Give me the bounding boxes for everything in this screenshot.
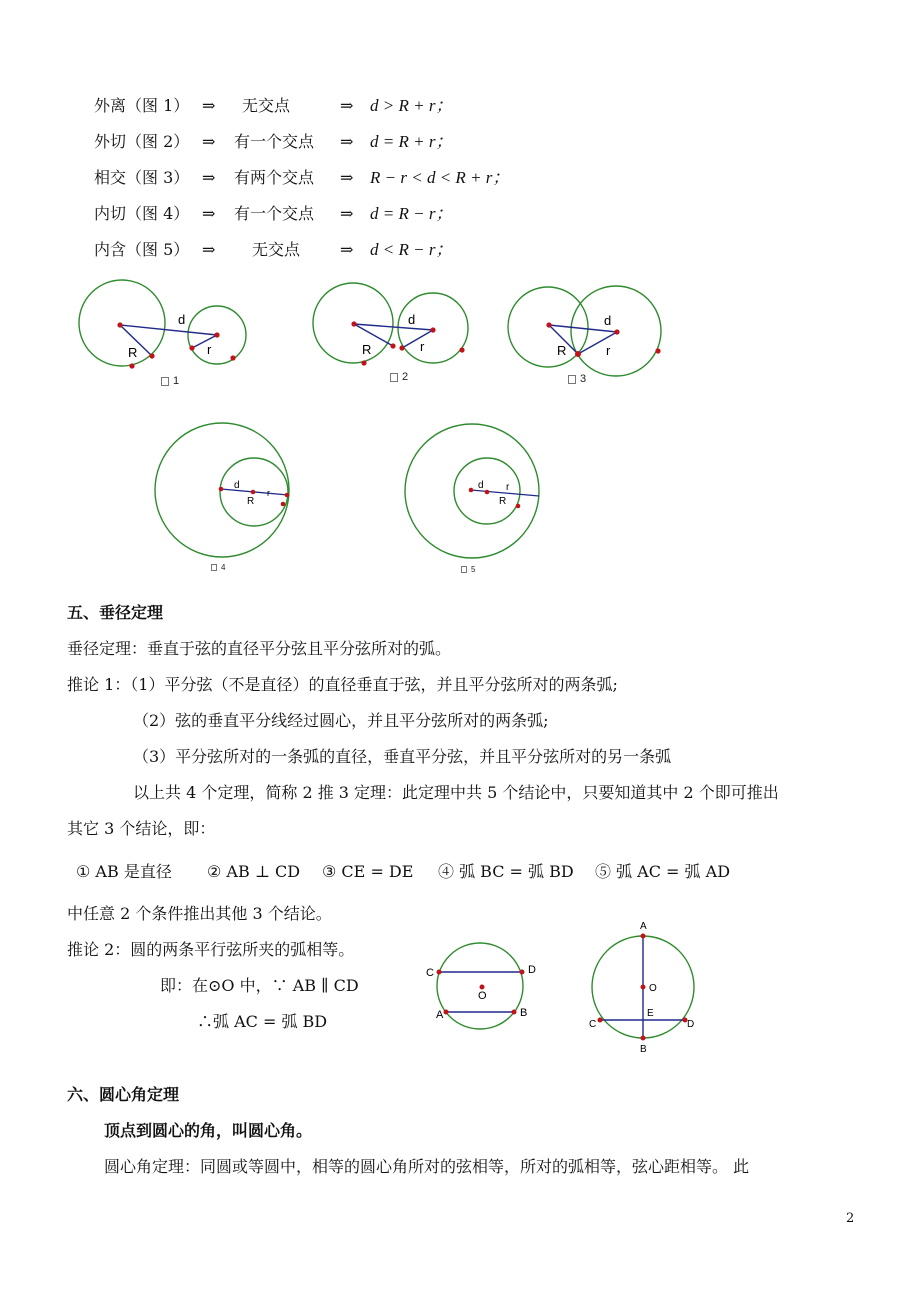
label-r: r: [506, 482, 510, 493]
relation-name: 相交（图 3）: [94, 168, 190, 187]
R-segment: [354, 324, 393, 346]
relation-name: 内切（图 4）: [94, 204, 190, 223]
point: [444, 1010, 449, 1015]
conclusion-item-2: ② AB ⊥ CD: [207, 862, 301, 881]
implies-arrow: ⇒: [340, 168, 354, 187]
conclusion-item-3: ③ CE = DE: [322, 862, 414, 881]
relation-points: 无交点: [252, 240, 301, 259]
relation-condition: R − r < d < R + r；: [370, 168, 510, 187]
figure-2-caption: [390, 371, 408, 383]
implies-arrow: ⇒: [202, 204, 216, 223]
caption-number: 1: [173, 375, 180, 387]
implies-arrow: ⇒: [202, 96, 216, 115]
point: [437, 970, 442, 975]
label-r: r: [207, 342, 212, 357]
point: [575, 351, 581, 357]
label-A: A: [640, 921, 647, 932]
point: [485, 490, 490, 495]
implies-arrow: ⇒: [202, 132, 216, 151]
point: [546, 322, 551, 327]
parallel-chords-figure: [425, 935, 555, 1035]
point: [189, 345, 194, 350]
caption-number: 3: [580, 373, 587, 385]
missing-glyph-icon: [161, 377, 169, 386]
missing-glyph-icon: [211, 564, 217, 571]
relation-condition: d = R + r；: [370, 132, 453, 151]
label-r: r: [420, 339, 425, 354]
implies-arrow: ⇒: [340, 96, 354, 115]
label-R: R: [499, 496, 507, 507]
label-D: D: [687, 1019, 695, 1030]
label-B: B: [520, 1007, 528, 1019]
point: [214, 332, 219, 337]
central-angle-definition: 顶点到圆心的角，叫圆心角。: [104, 1121, 313, 1140]
section-6-title: 六、圆心角定理: [67, 1085, 180, 1104]
point: [251, 490, 256, 495]
point: [598, 1018, 603, 1023]
caption-number: 5: [471, 565, 476, 574]
point: [117, 322, 122, 327]
point: [230, 355, 235, 360]
missing-glyph-icon: [461, 566, 467, 573]
figure-3-intersecting: [500, 280, 680, 380]
label-C: C: [426, 967, 434, 979]
point: [351, 321, 356, 326]
conclusion-item-1: ① AB 是直径: [76, 862, 172, 881]
conclusion-item-5: ⑤ 弧 AC = 弧 AD: [595, 862, 731, 881]
figure-5-caption: [461, 565, 475, 574]
label-R: R: [128, 345, 138, 360]
label-C: C: [589, 1019, 597, 1030]
big-circle: [79, 280, 165, 366]
center-point: [480, 985, 485, 990]
r-segment: [578, 332, 617, 354]
point: [641, 1036, 646, 1041]
implies-arrow: ⇒: [202, 168, 216, 187]
missing-glyph-icon: [390, 373, 398, 382]
implies-arrow: ⇒: [340, 132, 354, 151]
label-O: O: [649, 983, 657, 994]
point: [520, 970, 525, 975]
implies-arrow: ⇒: [340, 204, 354, 223]
conclusion-item-4: ④ 弧 BC = 弧 BD: [438, 862, 574, 881]
implies-arrow: ⇒: [202, 240, 216, 259]
point: [469, 488, 474, 493]
corollary-2-given: 即：在⊙O 中，∵ AB ∥ CD: [160, 976, 359, 995]
section-5-title: 五、垂径定理: [67, 603, 164, 622]
implies-arrow: ⇒: [340, 240, 354, 259]
relation-points: 有一个交点: [234, 132, 315, 151]
relation-points: 有两个交点: [234, 168, 315, 187]
r-segment: [192, 335, 217, 348]
figure-3-caption: [568, 373, 586, 385]
label-R: R: [247, 496, 255, 507]
figure-1-caption: [161, 375, 179, 387]
label-A: A: [436, 1009, 444, 1021]
point: [512, 1010, 517, 1015]
point: [399, 345, 404, 350]
point: [516, 504, 521, 509]
point: [149, 353, 154, 358]
relation-condition: d > R + r；: [370, 96, 453, 115]
relation-points: 无交点: [242, 96, 291, 115]
point: [390, 343, 395, 348]
label-R: R: [362, 342, 372, 357]
paragraph-line-1: 以上共 4 个定理，简称 2 推 3 定理：此定理中共 5 个结论中，只要知道其中 2 个即可推出: [133, 783, 779, 802]
paragraph-line-2: 其它 3 个结论，即：: [67, 819, 216, 838]
d-segment: [120, 325, 217, 335]
corollary-2-result: ∴弧 AC = 弧 BD: [197, 1012, 328, 1031]
point: [285, 493, 290, 498]
point: [459, 347, 464, 352]
label-D: D: [528, 964, 536, 976]
label-d: d: [478, 480, 484, 491]
figure-4-internal-tangent: [150, 420, 300, 565]
corollary-1-part-1: 推论 1：（1）平分弦（不是直径）的直径垂直于弦，并且平分弦所对的两条弧;: [67, 675, 618, 694]
central-angle-theorem: 圆心角定理：同圆或等圆中，相等的圆心角所对的弦相等，所对的弧相等，弦心距相等。 此: [104, 1157, 750, 1176]
relation-points: 有一个交点: [234, 204, 315, 223]
figure-5-contained: [400, 422, 550, 567]
label-B: B: [640, 1044, 647, 1055]
corollary-2: 推论 2：圆的两条平行弦所夹的弧相等。: [67, 940, 355, 959]
caption-number: 2: [402, 371, 409, 383]
point: [281, 502, 286, 507]
label-d: d: [604, 313, 612, 328]
perpendicular-diameter-figure: [585, 918, 710, 1058]
point: [655, 348, 660, 353]
relation-name: 内含（图 5）: [94, 240, 190, 259]
point: [361, 360, 366, 365]
theorem-text: 垂径定理：垂直于弦的直径平分弦且平分弦所对的弧。: [67, 639, 452, 658]
point: [219, 487, 224, 492]
point: [430, 327, 435, 332]
relation-name: 外离（图 1）: [94, 96, 190, 115]
label-d: d: [178, 312, 186, 327]
point: [129, 363, 134, 368]
label-R: R: [557, 343, 567, 358]
relation-condition: d < R − r；: [370, 240, 453, 259]
r-segment: [402, 330, 433, 348]
relation-name: 外切（图 2）: [94, 132, 190, 151]
label-r: r: [606, 343, 611, 358]
relation-condition: d = R − r；: [370, 204, 453, 223]
corollary-1-part-3: （3）平分弦所对的一条弧的直径，垂直平分弦，并且平分弦所对的另一条弧: [133, 747, 672, 766]
figure-2-external-tangent: [305, 280, 485, 380]
label-E: E: [647, 1008, 654, 1019]
label-O: O: [478, 990, 487, 1002]
figure-4-caption: [211, 563, 225, 572]
corollary-1-part-2: （2）弦的垂直平分线经过圆心，并且平分弦所对的两条弧;: [133, 711, 549, 730]
caption-number: 4: [221, 563, 226, 572]
center-point: [641, 985, 646, 990]
label-d: d: [234, 480, 240, 491]
any-two-text: 中任意 2 个条件推出其他 3 个结论。: [67, 904, 332, 923]
figure-1-separate: [70, 280, 260, 380]
point: [614, 329, 619, 334]
label-d: d: [408, 312, 416, 327]
label-r: r: [267, 488, 270, 498]
page-number: 2: [846, 1211, 855, 1226]
point: [641, 934, 646, 939]
missing-glyph-icon: [568, 375, 576, 384]
